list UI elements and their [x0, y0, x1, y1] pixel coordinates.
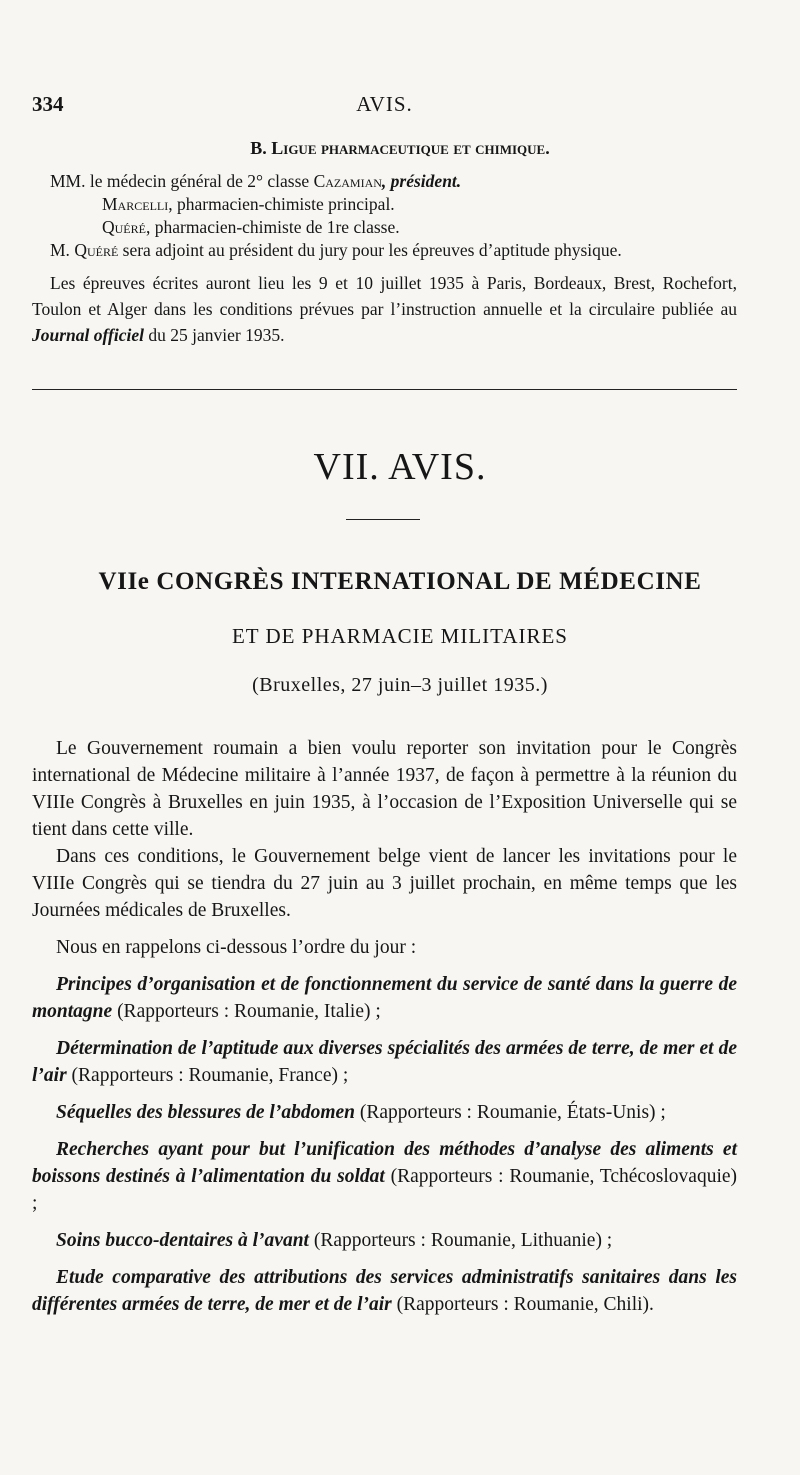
member-role: , président.	[381, 171, 462, 191]
member-name: Quéré	[102, 217, 146, 237]
agenda-item	[32, 971, 737, 1025]
members-prefix: MM.	[50, 171, 86, 191]
agenda-rapporteurs: (Rapporteurs : Roumanie, Tchécoslovaquie) ;	[32, 1166, 738, 1214]
body-paragraph: Le Gouvernement roumain a bien voulu reporter son invitation pour le Congrès international de Médecine militaire à l’année 1937, de façon à permettre à la réunion du VIIIe Congrès à Bruxelles en juin 1935, à l’occasion de l’Exposition Universelle qui se tient dans cette ville.	[32, 738, 737, 840]
member-line	[50, 239, 750, 262]
agenda-rapporteurs: (Rapporteurs : Roumanie, Chili).	[391, 1294, 654, 1315]
exam-text: du 25 janvier 1935.	[143, 325, 285, 345]
member-line	[50, 193, 750, 216]
congress-title: VIIe CONGRÈS INTERNATIONAL DE MÉDECINE	[98, 568, 702, 595]
member-name: Marcelli	[102, 194, 169, 214]
agenda-rapporteurs: (Rapporteurs : Roumanie, Italie) ;	[112, 1001, 381, 1022]
section-divider	[32, 389, 737, 390]
page-number: 334	[32, 92, 64, 116]
running-title: AVIS.	[356, 92, 413, 116]
agenda-topic: Détermination de l’aptitude aux diverses spécialités des armées de terre, de mer et de l’air	[32, 1038, 737, 1086]
page-header	[32, 92, 737, 122]
agenda-item	[32, 1264, 737, 1318]
member-name: Quéré	[74, 240, 119, 260]
agenda-topic: Soins bucco-dentaires à l’avant	[56, 1230, 309, 1251]
subsection-heading: B. Ligue pharmaceutique et chimique.	[250, 138, 550, 158]
agenda-rapporteurs: (Rapporteurs : Roumanie, États-Unis) ;	[354, 1102, 666, 1123]
members-prefix: M.	[50, 240, 75, 260]
article-body	[32, 735, 737, 1318]
title-rule	[346, 519, 420, 520]
exam-paragraph	[32, 270, 737, 348]
agenda-item	[32, 1136, 737, 1217]
congress-subtitle: ET DE PHARMACIE MILITAIRES	[231, 624, 568, 648]
agenda-item	[32, 1099, 737, 1126]
agenda-rapporteurs: (Rapporteurs : Roumanie, France) ;	[66, 1065, 349, 1086]
agenda-item	[32, 1035, 737, 1089]
agenda-topic: Etude comparative des attributions des services administratifs sanitaires dans les différentes armées de terre, de mer et de l’air	[32, 1267, 737, 1315]
members-list	[50, 170, 750, 262]
member-line	[50, 216, 750, 239]
member-text: , pharmacien-chimiste de 1re classe.	[145, 217, 400, 237]
agenda-topic: Séquelles des blessures de l’abdomen	[56, 1102, 355, 1123]
member-text: , pharmacien-chimiste principal.	[168, 194, 395, 214]
agenda-intro: Nous en rappelons ci-dessous l’ordre du jour :	[56, 937, 417, 958]
section-title: VII. AVIS.	[313, 446, 487, 488]
agenda-rapporteurs: (Rapporteurs : Roumanie, Lithuanie) ;	[308, 1230, 613, 1251]
body-paragraph: Dans ces conditions, le Gouvernement belge vient de lancer les invitations pour le VIIIe Congrès qui se tiendra du 27 juin au 3 juillet prochain, en même temps que les Journées médicales de Bruxelles.	[32, 846, 737, 921]
member-text: le médecin général de 2° classe	[85, 171, 314, 191]
agenda-topic: Principes d’organisation et de fonctionnement du service de santé dans la guerre de montagne	[32, 974, 737, 1022]
journal-name: Journal officiel	[32, 325, 144, 345]
member-text: sera adjoint au président du jury pour les épreuves d’aptitude physique.	[118, 240, 622, 260]
agenda-topic: Recherches ayant pour but l’unification des méthodes d’analyse des aliments et boissons destinés à l’alimentation du soldat	[32, 1139, 737, 1187]
member-line	[50, 170, 750, 193]
exam-text: Les épreuves écrites auront lieu les 9 et 10 juillet 1935 à Paris, Bordeaux, Brest, Rochefort, Toulon et Alger dans les conditions prévues par l’instruction annuelle et la circulaire publiée au	[32, 273, 737, 319]
agenda-item	[32, 1227, 737, 1254]
congress-dates: (Bruxelles, 27 juin–3 juillet 1935.)	[252, 674, 548, 696]
member-name: Cazamian	[313, 171, 382, 191]
